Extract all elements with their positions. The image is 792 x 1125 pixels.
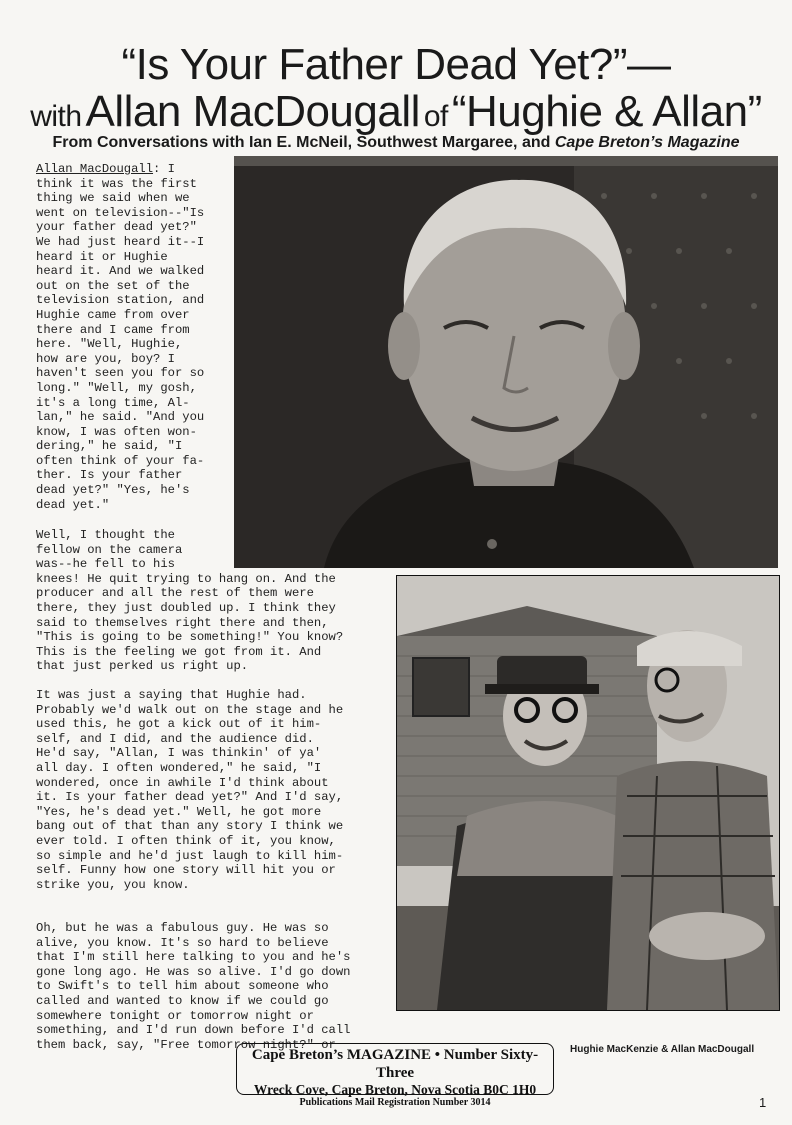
footer-brand: Cape Breton’s MAGAZINE (251, 1047, 432, 1063)
paragraph-1-lead: : I (153, 162, 175, 176)
portrait-photo (234, 156, 778, 568)
subtitle-group: “Hughie & Allan” (451, 87, 762, 136)
byline (0, 134, 792, 152)
speaker-name: Allan MacDougall (36, 162, 154, 176)
subtitle-with: with (30, 100, 82, 133)
byline-main: From Conversations with Ian E. McNeil, Southwest Margaree, and (52, 134, 551, 151)
magazine-footer (236, 1043, 554, 1108)
photo-caption: Hughie MacKenzie & Allan MacDougall (570, 1044, 755, 1055)
footer-address: Wreck Cove, Cape Breton, Nova Scotia B0C 1H0 (253, 1082, 537, 1097)
subtitle-of: of (423, 100, 448, 133)
page-number: 1 (759, 1095, 767, 1110)
article-paragraph-4: Oh, but he was a fabulous guy. He was so alive, you know. It's so hard to believe that I'm still here talking to you and he's gone long ago. He was so alive. I'd go down to Swift's to tell him about someone who called and wanted to know if we could go somewhere tonight or tomorrow night or something, and I'd run down before I'd call them back, say, "Free tomorrow night?" or (36, 921, 351, 1052)
footer-issue: • Number Sixty-Three (375, 1047, 539, 1081)
byline-magazine: Cape Breton’s Magazine (554, 134, 740, 151)
article-paragraph-2: Well, I thought the fellow on the camera was--he fell to his knees! He quit trying to hang on. And the producer and all the rest of them were there, they just doubled up. I think they said to themselves right there and then, "This is going to be something!" You know? This is the feeling we got from it. And that just perked us right up. (36, 528, 344, 674)
article-paragraph-1 (36, 162, 204, 512)
paragraph-1-text: think it was the first thing we said when we went on television--"Is your father dead yet?" We had just heard it--I heard it or Hughie heard it. And we walked out on the set of the television station, and Hughie came from over there and I came from here. "Well, Hughie, how are you, boy? I haven't seen you for so long." "Well, my gosh, it's a long time, Al- lan," he said. "And you know, I was often won- dering," he said, "I often think of your fa- ther. Is your father dead yet?" "Yes, he's dead yet." (36, 176, 205, 512)
footer-line-1 (237, 1046, 553, 1082)
article-title: “Is Your Father Dead Yet?”— (121, 40, 671, 89)
subtitle-name: Allan MacDougall (85, 87, 420, 136)
article-paragraph-3: It was just a saying that Hughie had. Probably we'd walk out on the stage and he used this, he got a kick out of it him- self, and I did, and the audience did. He'd say, "Allan, I was thinkin' of ya' all day. I often wondered," he said, "I wondered, once in awhile I'd think about it. Is your father dead yet?" And I'd say, "Yes, he's dead yet." Well, he got more bang out of that than any story I think we ever told. I often think of it, you know, so simple and he'd just laugh to kill him- self. Funny how one story will hit you or strike you, you know. (36, 688, 344, 892)
footer-registration: Publications Mail Registration Number 3014 (299, 1097, 491, 1108)
duo-photo (396, 575, 780, 1011)
